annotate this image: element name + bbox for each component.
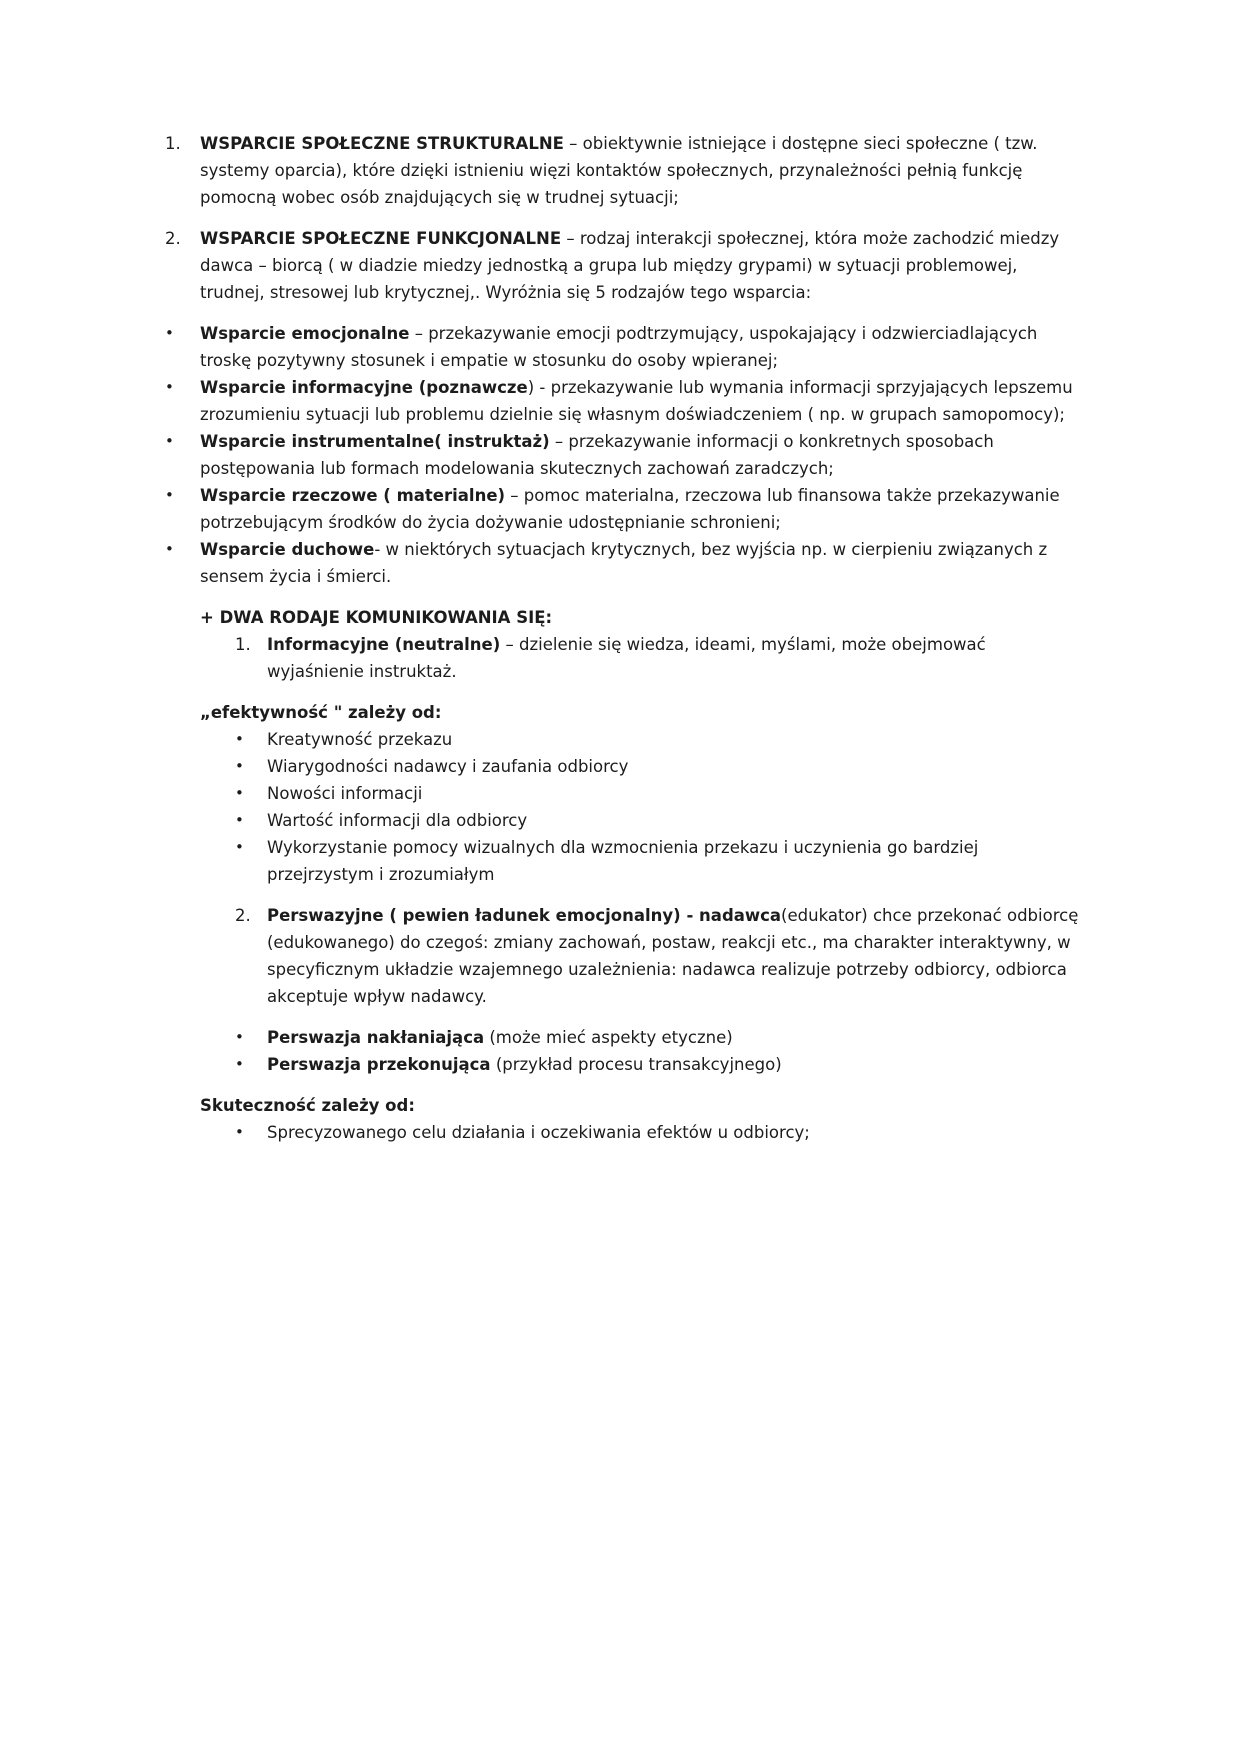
text-run-bold: Wsparcie rzeczowe ( materialne) bbox=[200, 486, 506, 505]
text-content bbox=[200, 1092, 1085, 1119]
text-run: ) - przekazywanie lub wymania informacji sprzyjających lepszemu zrozumieniu sytuacji lub problemu dzielnie się własnym doświadczeniem ( np. w grupach samopomocy); bbox=[200, 378, 1073, 424]
bullet-list-item bbox=[165, 374, 1085, 428]
text-run-bold: Perswazja przekonująca bbox=[267, 1055, 491, 1074]
list-number: 2. bbox=[235, 906, 251, 925]
bullet-list-item bbox=[235, 834, 1085, 888]
bullet-list-item bbox=[235, 1051, 1085, 1078]
bullet-list-item bbox=[165, 428, 1085, 482]
bullet-icon: • bbox=[235, 811, 244, 829]
text-run-bold: Skuteczność zależy od: bbox=[200, 1096, 415, 1115]
list-number: 1. bbox=[235, 635, 251, 654]
text-run-bold: Perswazyjne ( pewien ładunek emocjonalny) - nadawca bbox=[267, 906, 782, 925]
text-content bbox=[200, 604, 1085, 631]
text-run: – pomoc materialna, rzeczowa lub finansowa także przekazywanie potrzebującym środków do życia dożywanie udostępnianie schronieni; bbox=[200, 486, 1060, 532]
text-run: - w niektórych sytuacjach krytycznych, bez wyjścia np. w cierpieniu związanych z sensem życia i śmierci. bbox=[200, 540, 1048, 586]
text-run: (może mieć aspekty etyczne) bbox=[484, 1028, 733, 1047]
text-content bbox=[200, 482, 1085, 536]
numbered-list-item bbox=[165, 130, 1085, 211]
bullet-list-item bbox=[235, 1119, 1085, 1146]
bullet-icon: • bbox=[235, 1123, 244, 1141]
bullet-icon: • bbox=[165, 378, 174, 396]
text-run-bold: Wsparcie emocjonalne bbox=[200, 324, 410, 343]
bullet-icon: • bbox=[165, 486, 174, 504]
text-content bbox=[267, 726, 1085, 753]
heading-block bbox=[200, 699, 1085, 726]
text-content bbox=[200, 428, 1085, 482]
text-content bbox=[200, 225, 1085, 306]
bullet-list-item bbox=[235, 753, 1085, 780]
text-content bbox=[267, 753, 1085, 780]
text-run-bold: Perswazja nakłaniająca bbox=[267, 1028, 485, 1047]
text-content bbox=[200, 320, 1085, 374]
text-content bbox=[267, 631, 1085, 685]
list-number: 1. bbox=[165, 134, 181, 153]
text-content bbox=[267, 1024, 1085, 1051]
text-content bbox=[200, 130, 1085, 211]
text-run-bold: „efektywność " zależy od: bbox=[200, 703, 442, 722]
text-content bbox=[267, 1051, 1085, 1078]
bullet-icon: • bbox=[235, 838, 244, 856]
bullet-icon: • bbox=[165, 324, 174, 342]
bullet-icon: • bbox=[235, 730, 244, 748]
bullet-list-item bbox=[235, 780, 1085, 807]
text-content bbox=[267, 834, 1085, 888]
text-content bbox=[200, 699, 1085, 726]
text-content bbox=[200, 536, 1085, 590]
text-run: Wykorzystanie pomocy wizualnych dla wzmocnienia przekazu i uczynienia go bardziej przejrzystym i zrozumiałym bbox=[267, 838, 979, 884]
text-run-bold: Wsparcie duchowe bbox=[200, 540, 375, 559]
text-run: Sprecyzowanego celu działania i oczekiwania efektów u odbiorcy; bbox=[267, 1123, 810, 1142]
text-run: – obiektywnie istniejące i dostępne sieci społeczne ( tzw. systemy oparcia), które dzięki istnieniu więzi kontaktów społecznych, przynależności pełnią funkcję pomocną wobec osób znajdujących się w trudnej sytuacji; bbox=[200, 134, 1038, 207]
bullet-list-item bbox=[165, 482, 1085, 536]
text-content bbox=[267, 1119, 1085, 1146]
bullet-icon: • bbox=[165, 540, 174, 558]
bullet-icon: • bbox=[235, 757, 244, 775]
text-run: – rodzaj interakcji społecznej, która może zachodzić miedzy dawca – biorcą ( w diadzie miedzy jednostką a grupa lub między grypami) w sytuacji problemowej, trudnej, stresowej lub krytycznej,. Wyróżnia się 5 rodzajów tego wsparcia: bbox=[200, 229, 1060, 302]
numbered-list-item bbox=[165, 225, 1085, 306]
bullet-icon: • bbox=[165, 432, 174, 450]
bullet-icon: • bbox=[235, 784, 244, 802]
text-run: Wiarygodności nadawcy i zaufania odbiorcy bbox=[267, 757, 629, 776]
text-run: Wartość informacji dla odbiorcy bbox=[267, 811, 528, 830]
text-run: – dzielenie się wiedza, ideami, myślami, może obejmować wyjaśnienie instruktaż. bbox=[267, 635, 986, 681]
bullet-icon: • bbox=[235, 1055, 244, 1073]
text-run-bold: WSPARCIE SPOŁECZNE FUNKCJONALNE bbox=[200, 229, 562, 248]
numbered-list-item bbox=[235, 631, 1085, 685]
bullet-icon: • bbox=[235, 1028, 244, 1046]
text-run: Kreatywność przekazu bbox=[267, 730, 453, 749]
text-run: – przekazywanie emocji podtrzymujący, uspokajający i odzwierciadlających troskę pozytywny stosunek i empatie w stosunku do osoby wpieranej; bbox=[200, 324, 1038, 370]
text-run-bold: + DWA RODAJE KOMUNIKOWANIA SIĘ: bbox=[200, 608, 553, 627]
text-content bbox=[200, 374, 1085, 428]
document-content bbox=[165, 130, 1085, 1146]
text-content bbox=[267, 807, 1085, 834]
text-run-bold: Informacyjne (neutralne) bbox=[267, 635, 501, 654]
numbered-list-item bbox=[235, 902, 1085, 1010]
text-run: Nowości informacji bbox=[267, 784, 423, 803]
text-run: (edukator) chce przekonać odbiorcę (edukowanego) do czegoś: zmiany zachowań, postaw, reakcji etc., ma charakter interaktywny, w specyficznym układzie wzajemnego uzależnienia: nadawca realizuje potrzeby odbiorcy, odbiorca akceptuje wpływ nadawcy. bbox=[267, 906, 1079, 1006]
text-run-bold: Wsparcie informacyjne (poznawcze bbox=[200, 378, 528, 397]
bullet-list-item bbox=[165, 320, 1085, 374]
bullet-list-item bbox=[235, 726, 1085, 753]
bullet-list-item bbox=[235, 1024, 1085, 1051]
bullet-list-item bbox=[165, 536, 1085, 590]
text-run-bold: WSPARCIE SPOŁECZNE STRUKTURALNE bbox=[200, 134, 564, 153]
text-content bbox=[267, 780, 1085, 807]
heading-block bbox=[200, 1092, 1085, 1119]
text-run: – przekazywanie informacji o konkretnych sposobach postępowania lub formach modelowania skutecznych zachowań zaradczych; bbox=[200, 432, 994, 478]
text-run-bold: Wsparcie instrumentalne( instruktaż) bbox=[200, 432, 550, 451]
heading-block bbox=[200, 604, 1085, 631]
text-run: (przykład procesu transakcyjnego) bbox=[490, 1055, 782, 1074]
list-number: 2. bbox=[165, 229, 181, 248]
text-content bbox=[267, 902, 1085, 1010]
bullet-list-item bbox=[235, 807, 1085, 834]
